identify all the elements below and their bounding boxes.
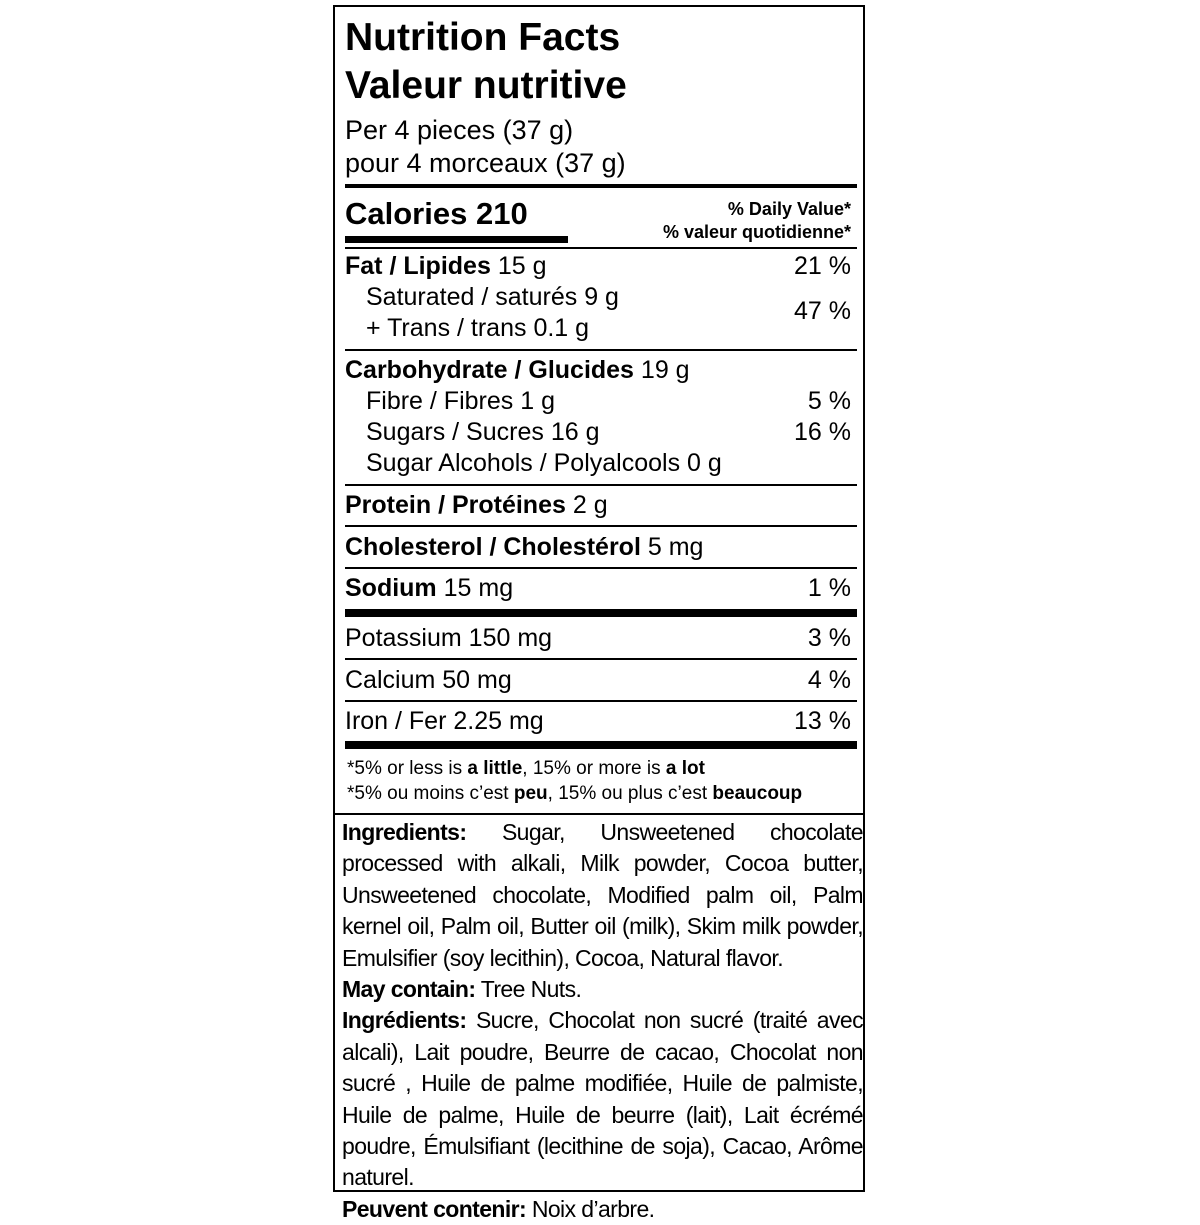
calories-value: 210 xyxy=(475,196,528,231)
rule-thick-minerals xyxy=(345,609,857,617)
sugar-alcohols-row xyxy=(366,448,722,478)
may-contain-label: May contain: xyxy=(342,976,476,1003)
serving-size-french: pour 4 morceaux (37 g) xyxy=(345,148,626,178)
rule-calories-full xyxy=(345,247,857,249)
potassium-amount: 150 mg xyxy=(468,624,553,652)
ingredients-french-text: Sucre, Chocolat non sucré (traité avec alcali), Lait poudre, Beurre de cacao, Chocolat non sucré , Huile de palme modifiée, Huile de palmiste, Huile de palme, Huile de beurre (lait), Lait écrémé poudre, Émulsifiant (lecithine de soja), Cacao, Arôme naturel. xyxy=(342,1007,863,1191)
serving-size-english: Per 4 pieces (37 g) xyxy=(345,115,574,145)
peuvent-contenir-text: Noix d’arbre. xyxy=(526,1195,655,1222)
fibre-row xyxy=(366,386,555,416)
saturated-trans-percent: 47 % xyxy=(794,297,851,325)
protein-label: Protein / Protéines xyxy=(345,491,566,519)
iron-percent: 13 % xyxy=(794,707,851,735)
rule-calcium xyxy=(345,700,857,702)
sodium-amount: 15 mg xyxy=(443,574,514,602)
rule-thick-footnote xyxy=(345,741,857,749)
protein-row xyxy=(345,490,608,520)
footnote-english-little: a little xyxy=(467,758,523,779)
ingredients-french xyxy=(342,1005,863,1193)
iron-row xyxy=(345,706,544,736)
potassium-percent: 3 % xyxy=(807,624,851,652)
may-contain-text: Tree Nuts. xyxy=(475,976,582,1003)
footnote-french-peu: peu xyxy=(513,783,548,804)
saturated-row xyxy=(366,282,619,312)
ingredients-english-label: Ingredients: xyxy=(342,819,467,845)
sodium-label: Sodium xyxy=(345,574,437,602)
sugars-percent: 16 % xyxy=(794,418,851,446)
cholesterol-row xyxy=(345,532,703,562)
calcium-amount: 50 mg xyxy=(442,666,512,694)
ingredients-english xyxy=(342,817,863,974)
ingredients-english-text: Sugar, Unsweetened chocolate processed with alkali, Milk powder, Cocoa butter, Unsweetened chocolate, Modified palm oil, Palm kernel oil, Palm oil, Butter oil (milk), Skim milk powder, Emulsifier (soy lecithin), Cocoa, Natural flavor. xyxy=(342,819,863,971)
footnote-french-mid: , 15% ou plus c’est xyxy=(547,783,713,804)
fat-row xyxy=(345,251,546,281)
footnote-french-prefix: *5% ou moins c’est xyxy=(347,783,514,804)
fibre-percent: 5 % xyxy=(807,387,851,415)
carbohydrate-label: Carbohydrate / Glucides xyxy=(345,356,634,384)
trans-label: + Trans / trans xyxy=(366,314,527,342)
trans-row xyxy=(366,313,589,343)
saturated-amount: 9 g xyxy=(584,283,619,311)
title-english: Nutrition Facts xyxy=(345,16,621,59)
rule-header xyxy=(345,184,857,188)
fat-amount: 15 g xyxy=(497,252,547,280)
protein-amount: 2 g xyxy=(572,491,608,519)
footnote-english-prefix: *5% or less is xyxy=(347,758,468,779)
daily-value-french: % valeur quotidienne* xyxy=(662,222,851,242)
daily-value-english: % Daily Value* xyxy=(727,199,851,219)
ingredients-block xyxy=(342,817,863,1225)
may-contain xyxy=(342,974,863,1005)
fibre-amount: 1 g xyxy=(520,387,555,415)
ingredients-french-label: Ingrédients: xyxy=(342,1007,467,1034)
saturated-label: Saturated / saturés xyxy=(366,283,578,311)
calories-row xyxy=(345,195,528,233)
ingredients-separator xyxy=(333,813,865,815)
rule-calories xyxy=(345,236,568,243)
sugars-row xyxy=(366,417,599,447)
footnote-french xyxy=(347,781,802,806)
footnote-english-mid: , 15% or more is xyxy=(522,758,666,779)
footnote-english xyxy=(347,756,705,781)
footnote-english-lot: a lot xyxy=(665,758,705,779)
calcium-row xyxy=(345,665,512,695)
iron-label: Iron / Fer xyxy=(345,707,447,735)
cholesterol-label: Cholesterol / Cholestérol xyxy=(345,533,641,561)
peuvent-contenir xyxy=(342,1194,863,1225)
potassium-row xyxy=(345,623,552,653)
sodium-row xyxy=(345,573,513,603)
rule-protein xyxy=(345,525,857,527)
cholesterol-amount: 5 mg xyxy=(647,533,704,561)
carbohydrate-row xyxy=(345,355,690,385)
fibre-label: Fibre / Fibres xyxy=(366,387,514,415)
rule-fat xyxy=(345,349,857,351)
sugar-alcohols-label: Sugar Alcohols / Polyalcools xyxy=(366,449,681,477)
peuvent-contenir-label: Peuvent contenir: xyxy=(342,1195,527,1222)
carbohydrate-amount: 19 g xyxy=(640,356,690,384)
rule-potassium xyxy=(345,658,857,660)
footnote-french-beaucoup: beaucoup xyxy=(712,783,803,804)
calories-label: Calories xyxy=(345,196,468,231)
sugar-alcohols-amount: 0 g xyxy=(687,449,722,477)
trans-amount: 0.1 g xyxy=(533,314,590,342)
sugars-amount: 16 g xyxy=(550,418,600,446)
title-french: Valeur nutritive xyxy=(345,64,627,107)
sugars-label: Sugars / Sucres xyxy=(366,418,544,446)
sodium-percent: 1 % xyxy=(807,574,851,602)
fat-percent: 21 % xyxy=(794,252,851,280)
calcium-label: Calcium xyxy=(345,666,436,694)
calcium-percent: 4 % xyxy=(807,666,851,694)
iron-amount: 2.25 mg xyxy=(453,707,544,735)
rule-cholesterol xyxy=(345,567,857,569)
fat-label: Fat / Lipides xyxy=(345,252,491,280)
potassium-label: Potassium xyxy=(345,624,462,652)
rule-carbohydrate xyxy=(345,484,857,486)
